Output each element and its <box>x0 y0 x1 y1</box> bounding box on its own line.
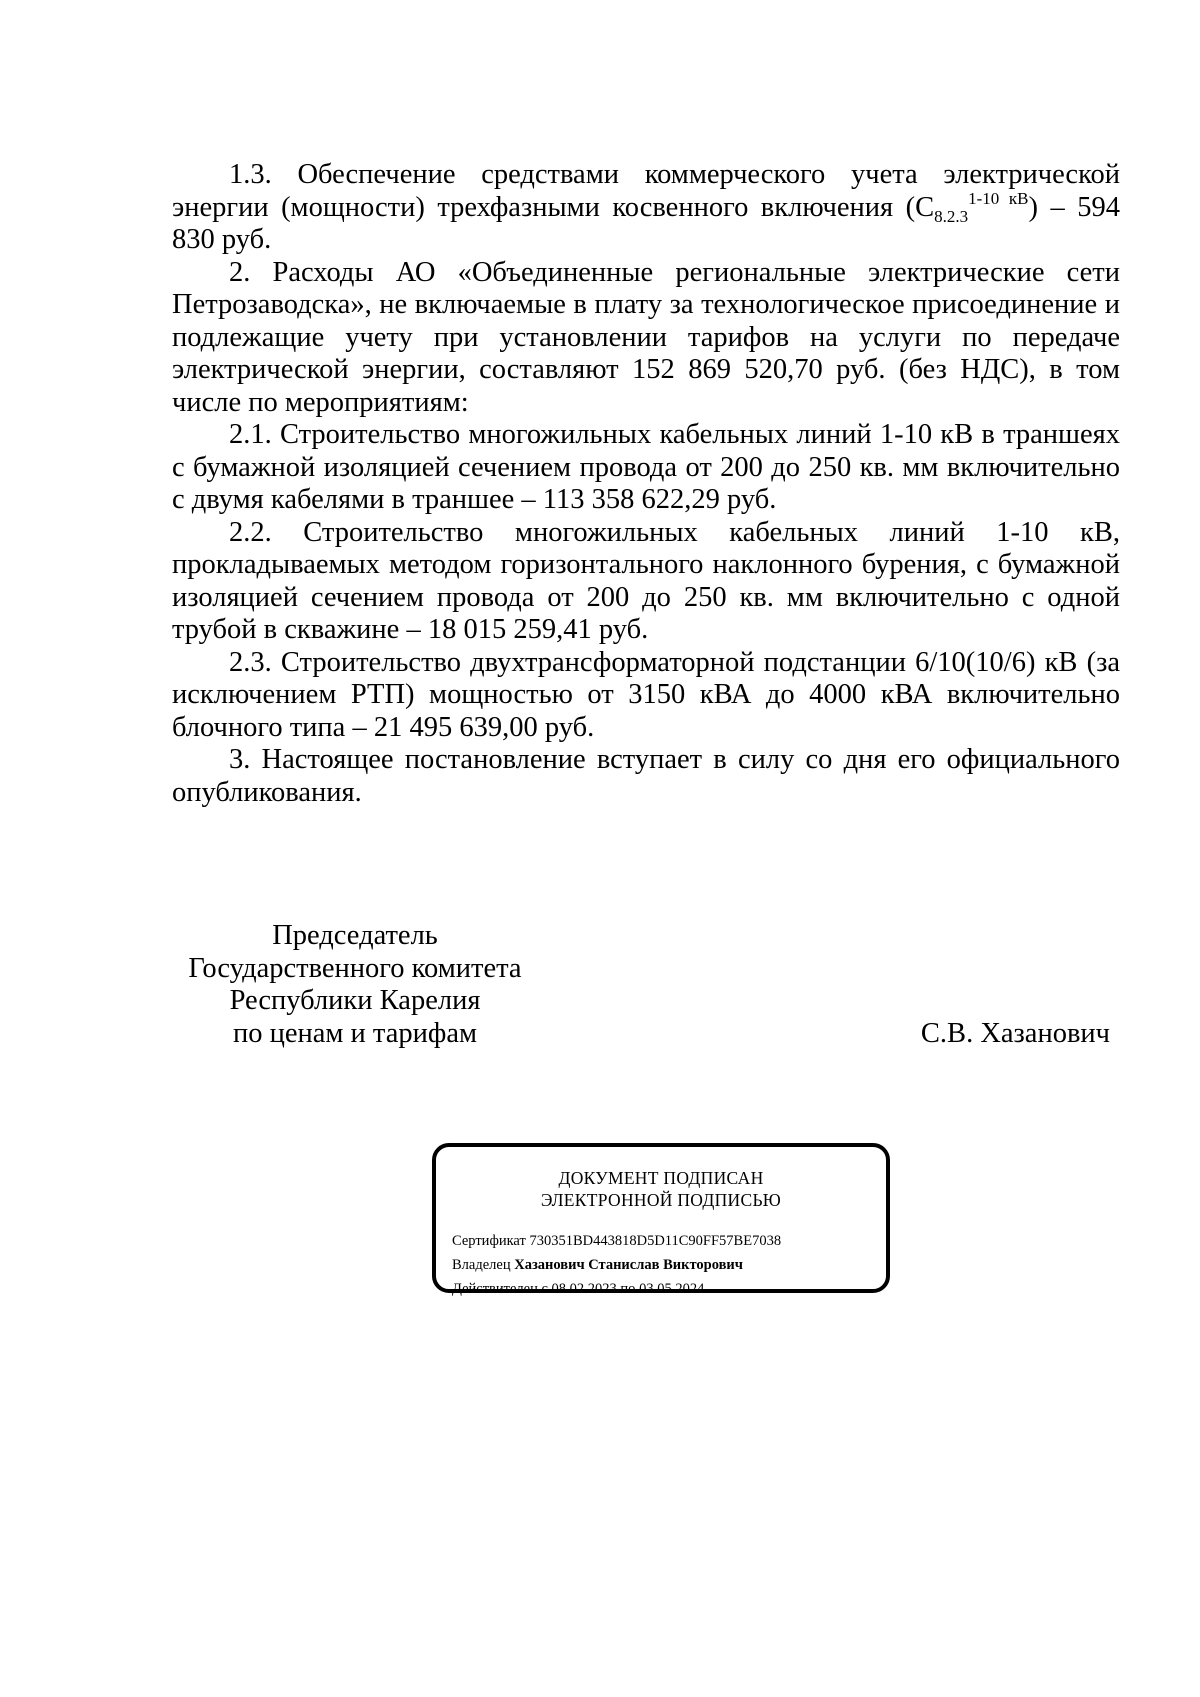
signatory-position <box>170 920 540 1050</box>
valid-label: Действителен с <box>452 1281 548 1297</box>
stamp-title <box>436 1167 886 1211</box>
signatory-name: С.В. Хазанович <box>920 1018 1110 1049</box>
formula-subscript: 8.2.3 <box>934 206 969 226</box>
certificate-value: 730351BD443818D5D11C90FF57BE7038 <box>529 1233 782 1249</box>
stamp-title-line: ЭЛЕКТРОННОЙ ПОДПИСЬЮ <box>540 1190 782 1210</box>
electronic-signature-stamp <box>432 1143 890 1297</box>
paragraph-1-3 <box>172 159 1120 257</box>
position-line: Председатель <box>272 920 438 951</box>
owner-label: Владелец <box>452 1257 511 1273</box>
owner-line <box>452 1253 876 1277</box>
owner-value: Хазанович Станислав Викторович <box>514 1257 743 1273</box>
certificate-line <box>452 1229 876 1253</box>
paragraph-3: 3. Настоящее постановление вступает в силу со дня его официального опубликования. <box>172 744 1120 808</box>
valid-to: 03.05.2024 <box>639 1281 705 1297</box>
paragraph-1-3-amount: ) – 594 830 руб. <box>172 191 1121 255</box>
paragraph-2: 2. Расходы АО «Объединенные региональные электрические сети Петрозаводска», не включаемые в плату за технологическое присоединение и подлежащие учету при установлении тарифов на услуги по передаче электрической энергии, составляют 152 869 520,70 руб. (без НДС), в том числе по мероприятиям: <box>172 256 1120 418</box>
valid-to-label: по <box>620 1281 636 1297</box>
document-body <box>172 159 1120 809</box>
stamp-title-line: ДОКУМЕНТ ПОДПИСАН <box>558 1168 764 1188</box>
paragraph-2-3: 2.3. Строительство двухтрансформаторной подстанции 6/10(10/6) кВ (за исключением РТП) мощностью от 3150 кВА до 4000 кВА включительно блочного типа – 21 495 639,00 руб. <box>172 646 1120 743</box>
paragraph-2-1: 2.1. Строительство многожильных кабельных линий 1-10 кВ в траншеях с бумажной изоляцией сечением провода от 200 до 250 кв. мм включительно с двумя кабелями в траншее – 113 358 622,29 руб. <box>172 419 1120 515</box>
paragraph-1-3-text: 1.3. Обеспечение средствами коммерческого учета электрической энергии (мощности) трехфазными косвенного включения (С <box>172 159 1120 223</box>
valid-from: 08.02.2023 <box>551 1281 617 1297</box>
paragraph-2-2: 2.2. Строительство многожильных кабельных линий 1-10 кВ, прокладываемых методом горизонтального наклонного бурения, с бумажной изоляцией сечением провода от 200 до 250 кв. мм включительно с одной трубой в скважине – 18 015 259,41 руб. <box>172 516 1120 645</box>
validity-line <box>452 1277 876 1301</box>
position-line: по ценам и тарифам <box>232 1017 478 1049</box>
formula-superscript: 1-10 кВ <box>968 188 1029 208</box>
position-line: Республики Карелия <box>229 985 481 1016</box>
stamp-details <box>452 1229 876 1301</box>
position-line: Государственного комитета <box>188 952 522 984</box>
certificate-label: Сертификат <box>452 1233 526 1249</box>
